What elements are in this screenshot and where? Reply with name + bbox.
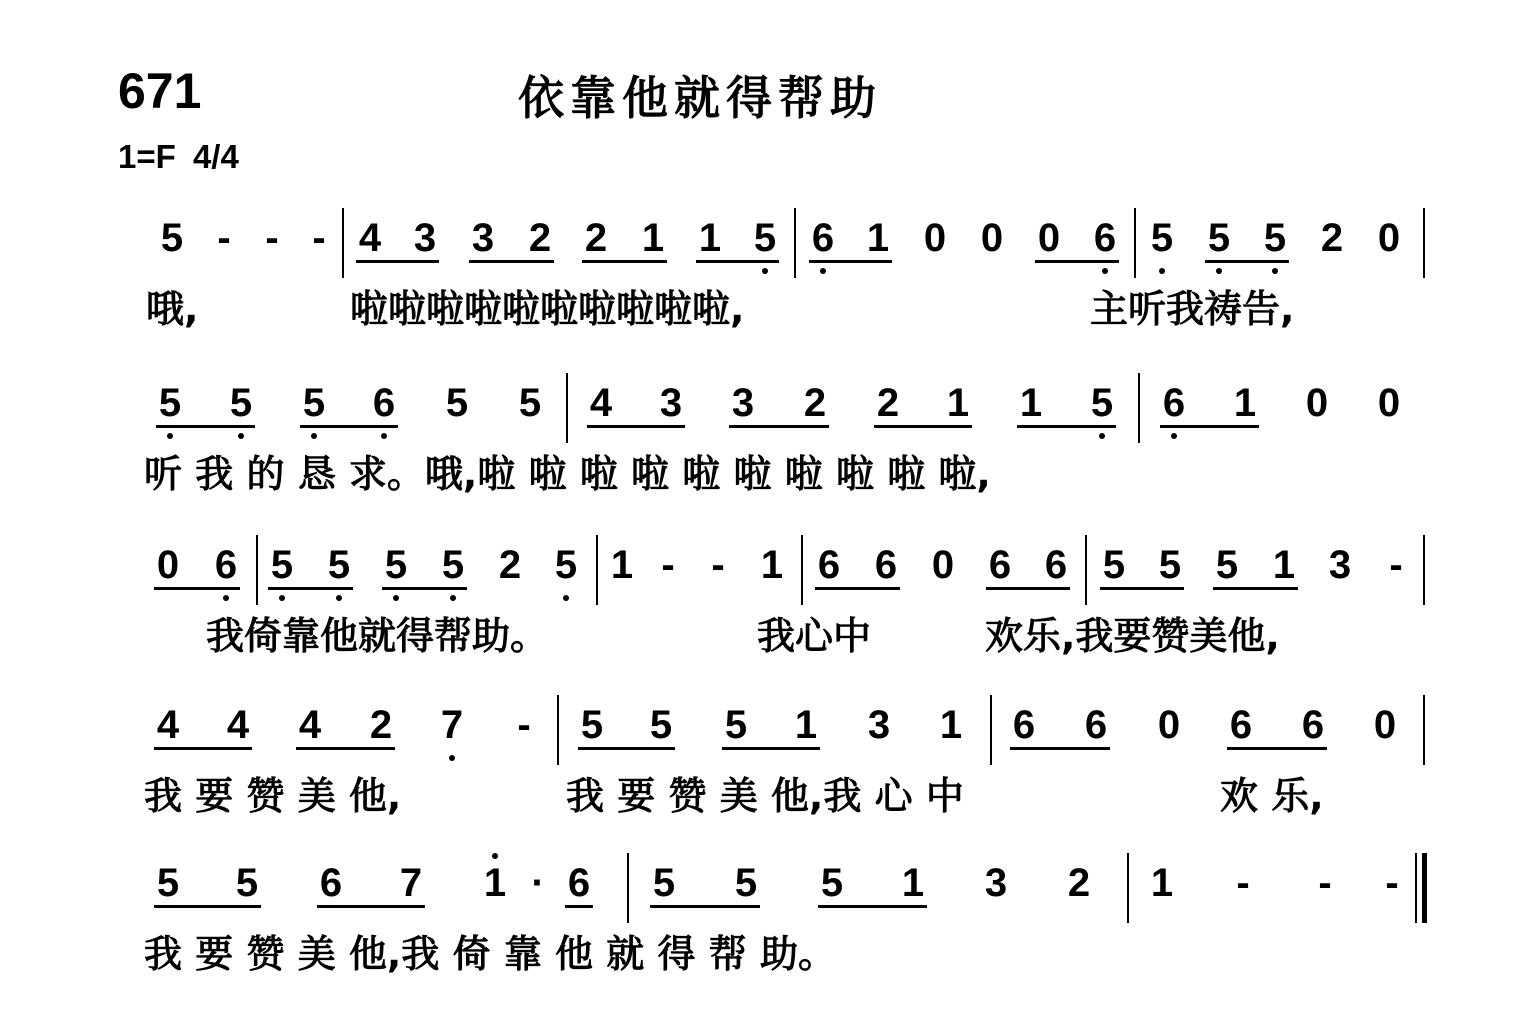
octave-dot-low (820, 268, 826, 274)
note: 6 (1229, 703, 1253, 747)
note: 4 (298, 703, 322, 747)
note: 0 (1157, 703, 1181, 747)
hymn-number: 671 (118, 63, 202, 119)
note: 1 (866, 216, 890, 260)
note: 7 (399, 861, 423, 905)
eighth-underline (317, 905, 425, 908)
octave-dot-high (492, 853, 498, 859)
note: 4 (156, 703, 180, 747)
note: 0 (156, 543, 180, 587)
final-bar-thin (1415, 853, 1417, 923)
lyric-line: 我倚靠他就得帮助。 (206, 614, 549, 658)
note: 6 (214, 543, 238, 587)
note: 2 (1067, 861, 1091, 905)
lyric-line: 欢 乐, (1220, 774, 1324, 818)
bar-line (1134, 208, 1136, 278)
octave-dot-low (336, 595, 342, 601)
note: 1 (1150, 861, 1174, 905)
lyric-line: 听 我 的 恳 求。哦,啦 啦 啦 啦 啦 啦 啦 啦 啦 啦, (144, 452, 991, 496)
final-bar-thick (1422, 853, 1427, 923)
note: 0 (1377, 381, 1401, 425)
bar-line (627, 853, 629, 923)
note: - (312, 216, 326, 260)
octave-dot-low (762, 268, 768, 274)
eighth-underline (300, 425, 398, 428)
note: 6 (1162, 381, 1186, 425)
note: 3 (1328, 543, 1352, 587)
note: 5 (820, 861, 844, 905)
eighth-underline (815, 587, 900, 590)
bar-line (794, 208, 796, 278)
bar-line (596, 535, 598, 605)
note: 6 (874, 543, 898, 587)
eighth-underline (356, 260, 439, 263)
note: - (1318, 861, 1332, 905)
note: 0 (931, 543, 955, 587)
bar-line (1423, 535, 1425, 605)
note: 6 (1012, 703, 1036, 747)
note: 5 (734, 861, 758, 905)
note: 6 (1084, 703, 1108, 747)
note: 3 (867, 703, 891, 747)
eighth-underline (587, 425, 685, 428)
note: - (1385, 861, 1399, 905)
bar-line (342, 208, 344, 278)
octave-dot-low (167, 433, 173, 439)
note: 5 (554, 543, 578, 587)
note: 5 (753, 216, 777, 260)
eighth-underline (818, 905, 927, 908)
eighth-underline (722, 747, 820, 750)
note: 1 (1019, 381, 1043, 425)
eighth-underline (986, 587, 1070, 590)
note: 3 (471, 216, 495, 260)
eighth-underline (1227, 747, 1327, 750)
note: - (1236, 861, 1250, 905)
lyric-line: 啦啦啦啦啦啦啦啦啦啦, (350, 287, 745, 331)
eighth-underline (296, 747, 395, 750)
note: 2 (584, 216, 608, 260)
octave-dot-low (381, 433, 387, 439)
note: 1 (1272, 543, 1296, 587)
note: 5 (1207, 216, 1231, 260)
lyric-line: 我 要 赞 美 他,我 倚 靠 他 就 得 帮 助。 (144, 932, 836, 976)
eighth-underline (578, 747, 675, 750)
note: 3 (731, 381, 755, 425)
eighth-underline (565, 905, 593, 908)
bar-line (1085, 535, 1087, 605)
note: 1 (760, 543, 784, 587)
note: 1 (610, 543, 634, 587)
key-signature: 1=F 4/4 (118, 138, 239, 175)
note: 0 (1305, 381, 1329, 425)
note: 5 (158, 381, 182, 425)
octave-dot-low (223, 595, 229, 601)
note: 7 (440, 703, 464, 747)
note: 5 (1090, 381, 1114, 425)
octave-dot-low (311, 433, 317, 439)
octave-dot-low (1099, 433, 1105, 439)
octave-dot-low (279, 595, 285, 601)
bar-line (1423, 695, 1425, 765)
note: - (517, 703, 531, 747)
octave-dot-low (393, 595, 399, 601)
note: - (711, 543, 725, 587)
note: 5 (302, 381, 326, 425)
lyric-line: 欢乐,我要赞美他, (985, 614, 1280, 658)
octave-dot-low (1159, 268, 1165, 274)
note: 2 (528, 216, 552, 260)
note: - (661, 543, 675, 587)
note: 5 (724, 703, 748, 747)
note: 6 (1301, 703, 1325, 747)
note: 5 (270, 543, 294, 587)
note: 6 (1044, 543, 1068, 587)
note: 1 (794, 703, 818, 747)
note: 1 (483, 861, 507, 905)
octave-dot-low (1102, 268, 1108, 274)
eighth-underline (1017, 425, 1116, 428)
bar-line (256, 535, 258, 605)
note: 5 (327, 543, 351, 587)
octave-dot-low (1216, 268, 1222, 274)
note: 5 (518, 381, 542, 425)
note: 1 (698, 216, 722, 260)
note: 2 (803, 381, 827, 425)
note: 1 (1233, 381, 1257, 425)
octave-dot-low (450, 595, 456, 601)
octave-dot-low (238, 433, 244, 439)
octave-dot-low (563, 595, 569, 601)
note: 0 (1373, 703, 1397, 747)
bar-line (1423, 208, 1425, 278)
note: 3 (659, 381, 683, 425)
note: 4 (226, 703, 250, 747)
eighth-underline (1010, 747, 1110, 750)
eighth-underline (1213, 587, 1298, 590)
note: 5 (160, 216, 184, 260)
eighth-underline (154, 905, 261, 908)
eighth-underline (809, 260, 892, 263)
eighth-underline (1205, 260, 1289, 263)
octave-dot-low (449, 755, 455, 761)
note: 0 (1377, 216, 1401, 260)
eighth-underline (154, 587, 240, 590)
note: 5 (156, 861, 180, 905)
note: - (265, 216, 279, 260)
lyric-line: 我心中 (757, 614, 872, 658)
note: 4 (358, 216, 382, 260)
note: 3 (984, 861, 1008, 905)
eighth-underline (696, 260, 779, 263)
note: 2 (1320, 216, 1344, 260)
note: 5 (441, 543, 465, 587)
note: 6 (319, 861, 343, 905)
note: 5 (1150, 216, 1174, 260)
note: 5 (652, 861, 676, 905)
note: 2 (876, 381, 900, 425)
note: 6 (817, 543, 841, 587)
note: 1 (641, 216, 665, 260)
note: 6 (567, 861, 591, 905)
eighth-underline (1100, 587, 1184, 590)
note: 5 (580, 703, 604, 747)
lyric-line: 我 要 赞 美 他,我 心 中 (566, 774, 964, 818)
note: 5 (1263, 216, 1287, 260)
eighth-underline (156, 425, 255, 428)
lyric-line: 主听我祷告, (1090, 287, 1295, 331)
eighth-underline (729, 425, 829, 428)
note: - (1389, 543, 1403, 587)
eighth-underline (1035, 260, 1119, 263)
note: 5 (1158, 543, 1182, 587)
note: 6 (811, 216, 835, 260)
bar-line (557, 695, 559, 765)
note: 4 (589, 381, 613, 425)
note: 1 (901, 861, 925, 905)
note: 6 (1093, 216, 1117, 260)
bar-line (1127, 853, 1129, 923)
octave-dot-low (1171, 433, 1177, 439)
eighth-underline (268, 587, 353, 590)
note: 5 (1102, 543, 1126, 587)
note: 5 (649, 703, 673, 747)
bar-line (1138, 373, 1140, 443)
note: 5 (1215, 543, 1239, 587)
note: 6 (988, 543, 1012, 587)
lyric-line: 哦, (146, 287, 199, 331)
lyric-line: 我 要 赞 美 他, (144, 774, 402, 818)
note: 2 (498, 543, 522, 587)
bar-line (566, 373, 568, 443)
eighth-underline (1160, 425, 1259, 428)
note: 5 (445, 381, 469, 425)
note: 2 (369, 703, 393, 747)
note: 6 (372, 381, 396, 425)
bar-line (990, 695, 992, 765)
eighth-underline (154, 747, 252, 750)
note: · (531, 861, 545, 905)
note: 0 (980, 216, 1004, 260)
eighth-underline (650, 905, 760, 908)
note: 0 (923, 216, 947, 260)
eighth-underline (469, 260, 554, 263)
octave-dot-low (1272, 268, 1278, 274)
note: - (217, 216, 231, 260)
eighth-underline (874, 425, 972, 428)
note: 3 (413, 216, 437, 260)
note: 5 (384, 543, 408, 587)
note: 0 (1037, 216, 1061, 260)
note: 5 (235, 861, 259, 905)
note: 1 (946, 381, 970, 425)
note: 1 (939, 703, 963, 747)
eighth-underline (382, 587, 467, 590)
hymn-title: 依靠他就得帮助 (518, 71, 882, 125)
note: 5 (229, 381, 253, 425)
bar-line (801, 535, 803, 605)
eighth-underline (582, 260, 667, 263)
